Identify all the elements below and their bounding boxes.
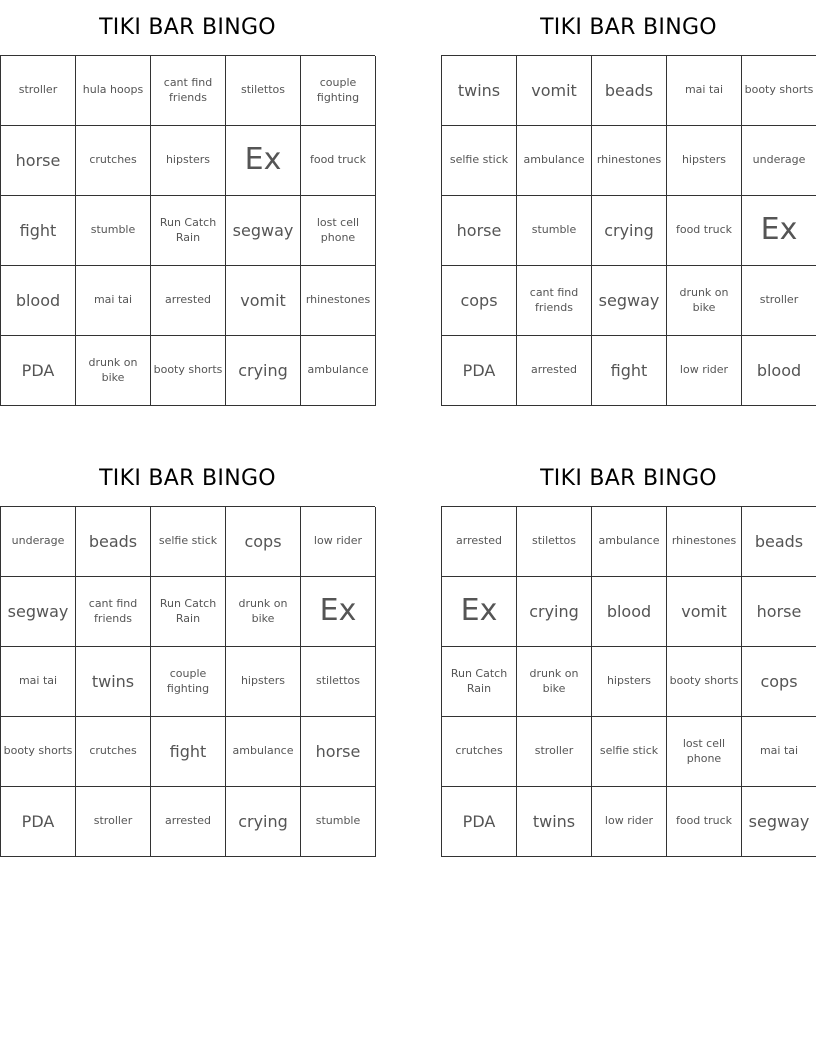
- bingo-cell-label: cant find friends: [88, 596, 138, 625]
- bingo-cell-label: horse: [315, 741, 361, 761]
- bingo-cell-label: arrested: [165, 814, 211, 828]
- bingo-cell: [742, 577, 816, 647]
- bingo-cell: [76, 507, 151, 577]
- bingo-cell-label: couple fighting: [166, 666, 210, 695]
- bingo-cell-label: beads: [88, 531, 138, 551]
- bingo-cell: [667, 717, 742, 787]
- bingo-cell: [151, 56, 226, 126]
- bingo-cell: [592, 507, 667, 577]
- bingo-cell: [1, 507, 76, 577]
- bingo-cell-label: crutches: [89, 153, 137, 167]
- bingo-cell-label: crutches: [455, 744, 503, 758]
- bingo-cell-label: fight: [169, 741, 207, 761]
- bingo-cell: [76, 266, 151, 336]
- bingo-cell: [667, 336, 742, 406]
- bingo-cell: [1, 336, 76, 406]
- bingo-cell-label: blood: [15, 290, 61, 310]
- bingo-cell: [442, 507, 517, 577]
- card-title: TIKI BAR BINGO: [540, 466, 717, 491]
- bingo-cell: [151, 266, 226, 336]
- bingo-cell-label: blood: [756, 360, 802, 380]
- bingo-cell: [76, 336, 151, 406]
- bingo-cell-label: drunk on bike: [88, 355, 138, 384]
- bingo-cell: [742, 196, 816, 266]
- bingo-cell-label: underage: [11, 534, 65, 548]
- bingo-cell-label: ambulance: [598, 534, 660, 548]
- bingo-cell-label: blood: [606, 601, 652, 621]
- bingo-cell-label: mai tai: [684, 83, 724, 97]
- bingo-cell: [151, 126, 226, 196]
- bingo-cell: [226, 126, 301, 196]
- bingo-cell: [151, 196, 226, 266]
- bingo-cell: [517, 196, 592, 266]
- bingo-cell-label: crying: [238, 360, 288, 380]
- bingo-cell: [517, 507, 592, 577]
- bingo-cell-label: rhinestones: [671, 534, 737, 548]
- bingo-cell-label: segway: [7, 601, 69, 621]
- bingo-cell: [226, 336, 301, 406]
- bingo-cell-label: horse: [456, 220, 502, 240]
- bingo-cell-label: lost cell phone: [682, 736, 726, 765]
- bingo-grid: [441, 506, 816, 857]
- bingo-cell-label: Ex: [319, 593, 357, 629]
- bingo-cell: [1, 196, 76, 266]
- bingo-cell: [667, 266, 742, 336]
- bingo-cell-label: mai tai: [759, 744, 799, 758]
- bingo-cell: [517, 266, 592, 336]
- bingo-cell: [301, 647, 376, 717]
- bingo-cell: [1, 56, 76, 126]
- bingo-cell-label: twins: [532, 811, 576, 831]
- bingo-cell: [1, 787, 76, 857]
- bingo-cell-label: PDA: [462, 811, 496, 831]
- bingo-cell-label: stilettos: [240, 83, 285, 97]
- bingo-cell: [667, 577, 742, 647]
- bingo-cell: [226, 787, 301, 857]
- bingo-cell-label: arrested: [531, 363, 577, 377]
- bingo-cell: [517, 647, 592, 717]
- bingo-cell: [301, 266, 376, 336]
- bingo-cell-label: beads: [754, 531, 804, 551]
- bingo-cell: [151, 577, 226, 647]
- bingo-cell-label: stumble: [90, 223, 136, 237]
- bingo-cell-label: vomit: [531, 80, 577, 100]
- bingo-card-3: [0, 451, 375, 857]
- bingo-cell: [517, 56, 592, 126]
- bingo-cell-label: lost cell phone: [316, 215, 360, 244]
- bingo-cell: [442, 577, 517, 647]
- bingo-cell-label: booty shorts: [153, 363, 223, 377]
- bingo-cell-label: segway: [232, 220, 294, 240]
- bingo-cell: [592, 196, 667, 266]
- bingo-cell-label: stumble: [531, 223, 577, 237]
- bingo-cell-label: food truck: [675, 223, 733, 237]
- bingo-cell-label: mai tai: [18, 674, 58, 688]
- bingo-cell: [1, 577, 76, 647]
- bingo-cell: [742, 126, 816, 196]
- card-title: TIKI BAR BINGO: [99, 466, 276, 491]
- bingo-cell-label: segway: [748, 811, 810, 831]
- bingo-cell-label: cant find friends: [529, 285, 579, 314]
- bingo-cell: [226, 577, 301, 647]
- bingo-cell: [76, 647, 151, 717]
- bingo-cell-label: cops: [244, 531, 282, 551]
- bingo-cell: [442, 196, 517, 266]
- bingo-cell-label: ambulance: [232, 744, 294, 758]
- bingo-cell-label: low rider: [313, 534, 363, 548]
- bingo-cell: [301, 787, 376, 857]
- bingo-cell: [226, 56, 301, 126]
- bingo-cell-label: hipsters: [681, 153, 727, 167]
- bingo-cell: [76, 196, 151, 266]
- bingo-cell-label: drunk on bike: [529, 666, 579, 695]
- bingo-cell: [667, 196, 742, 266]
- bingo-cell: [667, 56, 742, 126]
- bingo-cell: [1, 717, 76, 787]
- bingo-cell: [151, 507, 226, 577]
- bingo-cell-label: vomit: [681, 601, 727, 621]
- bingo-cell: [517, 336, 592, 406]
- bingo-grid: [441, 55, 816, 406]
- bingo-cell-label: fight: [610, 360, 648, 380]
- bingo-cell: [301, 717, 376, 787]
- bingo-cell: [301, 507, 376, 577]
- bingo-cell-label: couple fighting: [316, 75, 360, 104]
- bingo-cell-label: twins: [457, 80, 501, 100]
- bingo-cell: [1, 126, 76, 196]
- bingo-cell-label: rhinestones: [305, 293, 371, 307]
- bingo-cell-label: crutches: [89, 744, 137, 758]
- bingo-cell: [442, 717, 517, 787]
- bingo-cell: [226, 196, 301, 266]
- bingo-cell-label: mai tai: [93, 293, 133, 307]
- bingo-cell-label: booty shorts: [3, 744, 73, 758]
- bingo-cell-label: ambulance: [523, 153, 585, 167]
- bingo-cell-label: twins: [91, 671, 135, 691]
- bingo-card-4: [441, 451, 816, 857]
- bingo-cell-label: low rider: [679, 363, 729, 377]
- bingo-cell-label: Run Catch Rain: [450, 666, 508, 695]
- bingo-cell-label: drunk on bike: [679, 285, 729, 314]
- bingo-cell-label: booty shorts: [744, 83, 814, 97]
- bingo-cell: [442, 336, 517, 406]
- bingo-cell: [76, 577, 151, 647]
- bingo-cell: [592, 56, 667, 126]
- bingo-cell: [517, 577, 592, 647]
- bingo-cell: [667, 787, 742, 857]
- bingo-cell: [517, 787, 592, 857]
- bingo-cell: [76, 787, 151, 857]
- bingo-cell: [76, 56, 151, 126]
- bingo-cell-label: stilettos: [531, 534, 576, 548]
- bingo-cell: [742, 787, 816, 857]
- bingo-cell-label: booty shorts: [669, 674, 739, 688]
- bingo-cell-label: crying: [604, 220, 654, 240]
- bingo-cell-label: Run Catch Rain: [159, 596, 217, 625]
- bingo-cell: [151, 647, 226, 717]
- bingo-cell: [667, 507, 742, 577]
- bingo-cell: [742, 56, 816, 126]
- bingo-cell-label: hipsters: [240, 674, 286, 688]
- bingo-cell-label: beads: [604, 80, 654, 100]
- bingo-cell: [301, 577, 376, 647]
- bingo-cell-label: cops: [760, 671, 798, 691]
- bingo-cell-label: vomit: [240, 290, 286, 310]
- bingo-cell-label: hula hoops: [82, 83, 144, 97]
- bingo-cell-label: PDA: [462, 360, 496, 380]
- bingo-cell: [592, 577, 667, 647]
- bingo-cell: [742, 266, 816, 336]
- bingo-cell-label: arrested: [456, 534, 502, 548]
- bingo-cell: [442, 647, 517, 717]
- bingo-cell-label: underage: [752, 153, 806, 167]
- bingo-cell-label: PDA: [21, 360, 55, 380]
- bingo-cell-label: food truck: [675, 814, 733, 828]
- bingo-cell: [742, 336, 816, 406]
- bingo-cell-label: stumble: [315, 814, 361, 828]
- bingo-cell: [442, 266, 517, 336]
- bingo-cell-label: crying: [238, 811, 288, 831]
- bingo-cell: [226, 717, 301, 787]
- bingo-cell-label: stroller: [759, 293, 799, 307]
- bingo-card-1: [0, 0, 375, 406]
- bingo-cell-label: cant find friends: [163, 75, 213, 104]
- bingo-cell-label: Ex: [460, 593, 498, 629]
- bingo-cell-label: food truck: [309, 153, 367, 167]
- bingo-grid: [0, 55, 375, 406]
- bingo-cell-label: crying: [529, 601, 579, 621]
- bingo-cell: [592, 647, 667, 717]
- bingo-cell-label: PDA: [21, 811, 55, 831]
- bingo-cell-label: hipsters: [165, 153, 211, 167]
- bingo-cell-label: stroller: [93, 814, 133, 828]
- card-title: TIKI BAR BINGO: [99, 15, 276, 40]
- bingo-cell: [742, 507, 816, 577]
- bingo-cell: [301, 126, 376, 196]
- bingo-cell: [226, 507, 301, 577]
- bingo-cell: [301, 196, 376, 266]
- bingo-cell-label: stroller: [534, 744, 574, 758]
- bingo-cell-label: hipsters: [606, 674, 652, 688]
- bingo-cell: [592, 126, 667, 196]
- bingo-cell: [742, 647, 816, 717]
- bingo-grid: [0, 506, 375, 857]
- bingo-cell-label: selfie stick: [599, 744, 659, 758]
- bingo-cell-label: horse: [756, 601, 802, 621]
- bingo-cell: [592, 787, 667, 857]
- bingo-cell: [517, 717, 592, 787]
- bingo-cell-label: low rider: [604, 814, 654, 828]
- bingo-cell: [667, 647, 742, 717]
- bingo-cell-label: Ex: [244, 142, 282, 178]
- bingo-cell: [592, 717, 667, 787]
- bingo-cell: [442, 56, 517, 126]
- bingo-cell: [592, 336, 667, 406]
- bingo-cell-label: stroller: [18, 83, 58, 97]
- bingo-cell: [301, 56, 376, 126]
- bingo-cell: [226, 647, 301, 717]
- bingo-cell: [226, 266, 301, 336]
- bingo-cell: [442, 787, 517, 857]
- bingo-cell: [76, 126, 151, 196]
- bingo-cell-label: Ex: [760, 212, 798, 248]
- bingo-cell-label: segway: [598, 290, 660, 310]
- bingo-cell: [1, 266, 76, 336]
- bingo-cell: [301, 336, 376, 406]
- bingo-cell: [1, 647, 76, 717]
- bingo-cell-label: selfie stick: [158, 534, 218, 548]
- bingo-cell-label: selfie stick: [449, 153, 509, 167]
- bingo-cell-label: fight: [19, 220, 57, 240]
- bingo-cell-label: horse: [15, 150, 61, 170]
- bingo-cell: [517, 126, 592, 196]
- bingo-cell: [151, 336, 226, 406]
- bingo-cell: [76, 717, 151, 787]
- bingo-cell-label: arrested: [165, 293, 211, 307]
- card-title: TIKI BAR BINGO: [540, 15, 717, 40]
- bingo-cell-label: ambulance: [307, 363, 369, 377]
- bingo-cell: [592, 266, 667, 336]
- bingo-cell-label: cops: [460, 290, 498, 310]
- bingo-cell-label: drunk on bike: [238, 596, 288, 625]
- bingo-cell: [442, 126, 517, 196]
- bingo-cell-label: stilettos: [315, 674, 360, 688]
- bingo-cell: [151, 787, 226, 857]
- bingo-cell: [742, 717, 816, 787]
- bingo-card-2: [441, 0, 816, 406]
- bingo-cell: [151, 717, 226, 787]
- bingo-cell-label: rhinestones: [596, 153, 662, 167]
- bingo-cell-label: Run Catch Rain: [159, 215, 217, 244]
- bingo-cell: [667, 126, 742, 196]
